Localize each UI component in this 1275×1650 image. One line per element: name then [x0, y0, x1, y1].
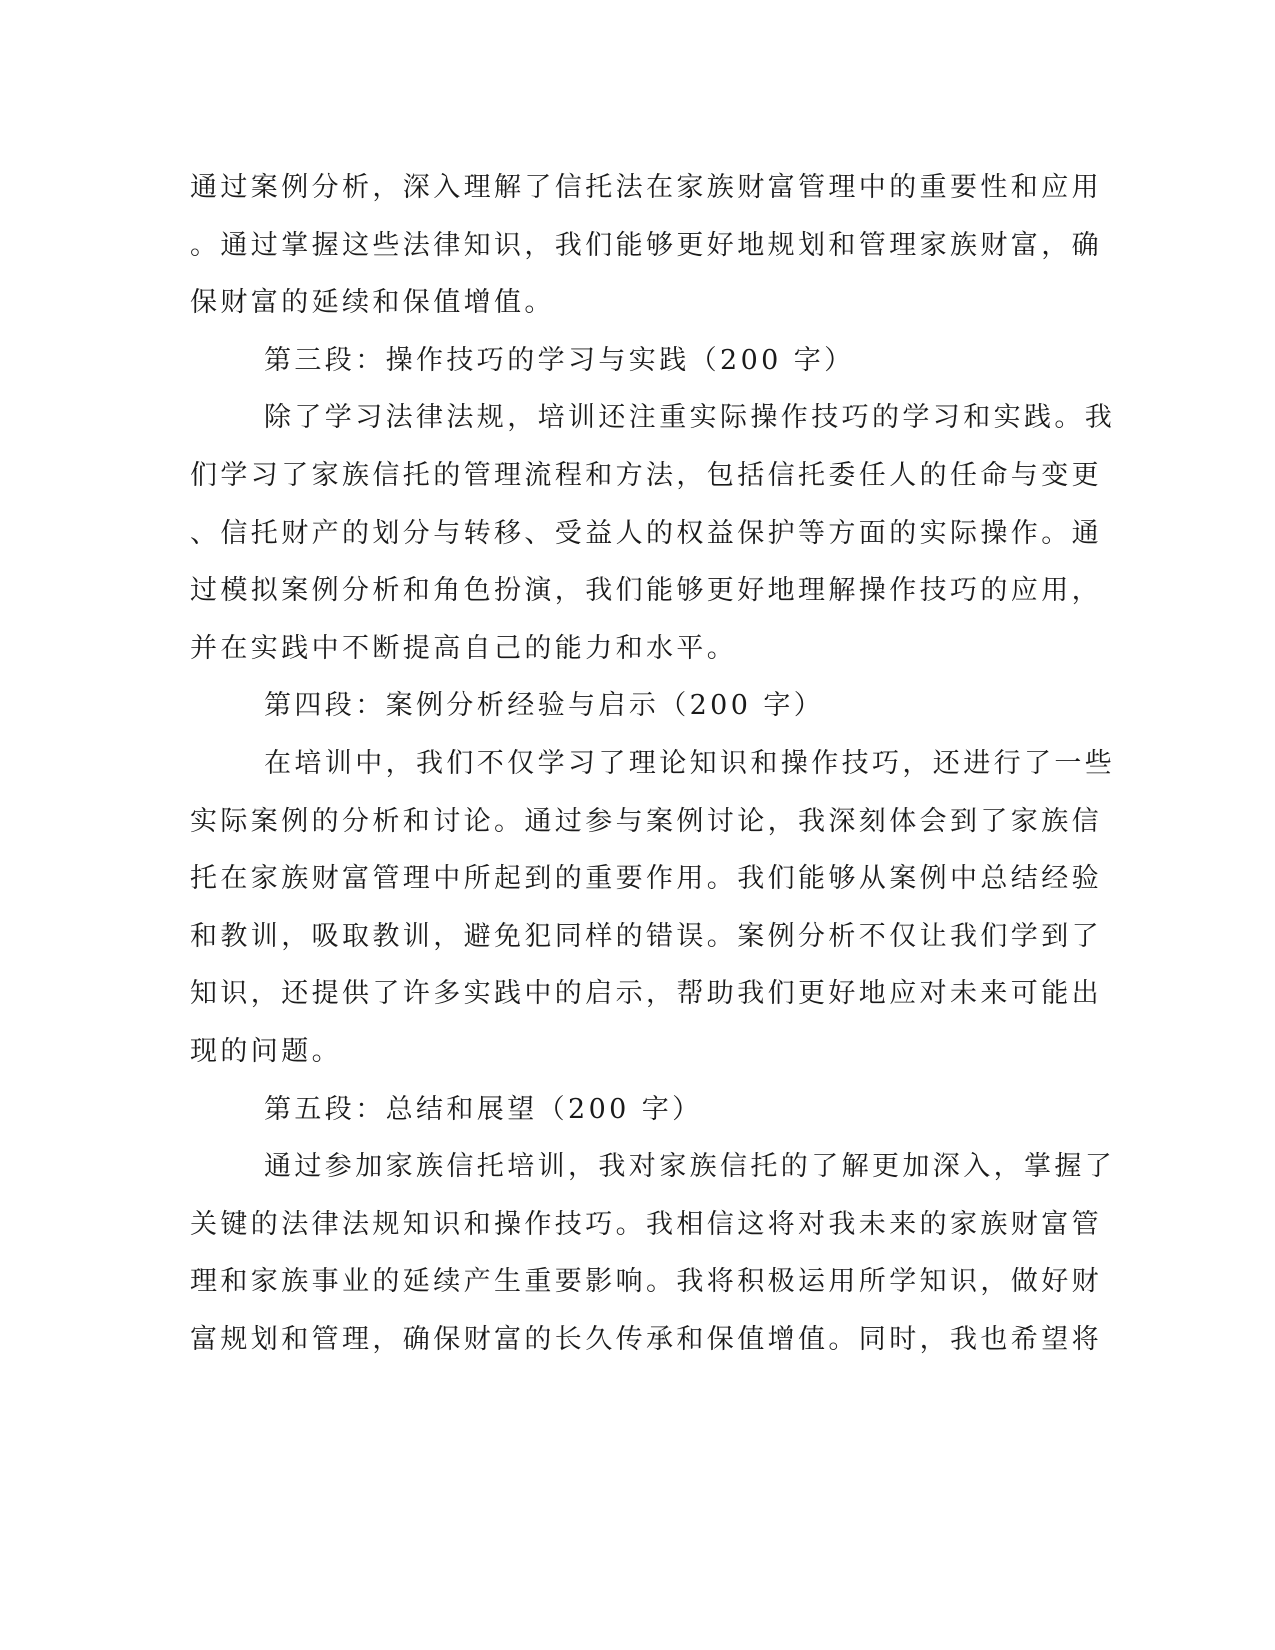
- text-line: 通过案例分析，深入理解了信托法在家族财富管理中的重要性和应用: [190, 172, 1102, 203]
- text-line: 通过参加家族信托培训，我对家族信托的了解更加深入，掌握了: [264, 1151, 1116, 1182]
- text-line: 实际案例的分析和讨论。通过参与案例讨论，我深刻体会到了家族信: [190, 806, 1102, 837]
- section-heading: 第五段：总结和展望（200 字）: [264, 1094, 703, 1125]
- text-line: 过模拟案例分析和角色扮演，我们能够更好地理解操作技巧的应用，: [190, 575, 1102, 606]
- text-line: 托在家族财富管理中所起到的重要作用。我们能够从案例中总结经验: [190, 863, 1102, 894]
- text-line: 、信托财产的划分与转移、受益人的权益保护等方面的实际操作。通: [190, 518, 1102, 549]
- text-line: 们学习了家族信托的管理流程和方法，包括信托委任人的任命与变更: [190, 460, 1102, 491]
- text-line: 关键的法律法规知识和操作技巧。我相信这将对我未来的家族财富管: [190, 1209, 1102, 1240]
- text-line: 保财富的延续和保值增值。: [190, 287, 555, 318]
- section-heading: 第四段：案例分析经验与启示（200 字）: [264, 690, 825, 721]
- text-line: 现的问题。: [190, 1036, 342, 1067]
- text-line: 。通过掌握这些法律知识，我们能够更好地规划和管理家族财富，确: [190, 230, 1102, 261]
- text-line: 并在实践中不断提高自己的能力和水平。: [190, 633, 738, 664]
- text-line: 和教训，吸取教训，避免犯同样的错误。案例分析不仅让我们学到了: [190, 921, 1102, 952]
- text-line: 富规划和管理，确保财富的长久传承和保值增值。同时，我也希望将: [190, 1324, 1102, 1355]
- text-line: 在培训中，我们不仅学习了理论知识和操作技巧，还进行了一些: [264, 748, 1116, 779]
- text-line: 知识，还提供了许多实践中的启示，帮助我们更好地应对未来可能出: [190, 978, 1102, 1009]
- section-heading: 第三段：操作技巧的学习与实践（200 字）: [264, 345, 855, 376]
- text-line: 理和家族事业的延续产生重要影响。我将积极运用所学知识，做好财: [190, 1266, 1102, 1297]
- text-line: 除了学习法律法规，培训还注重实际操作技巧的学习和实践。我: [264, 402, 1116, 433]
